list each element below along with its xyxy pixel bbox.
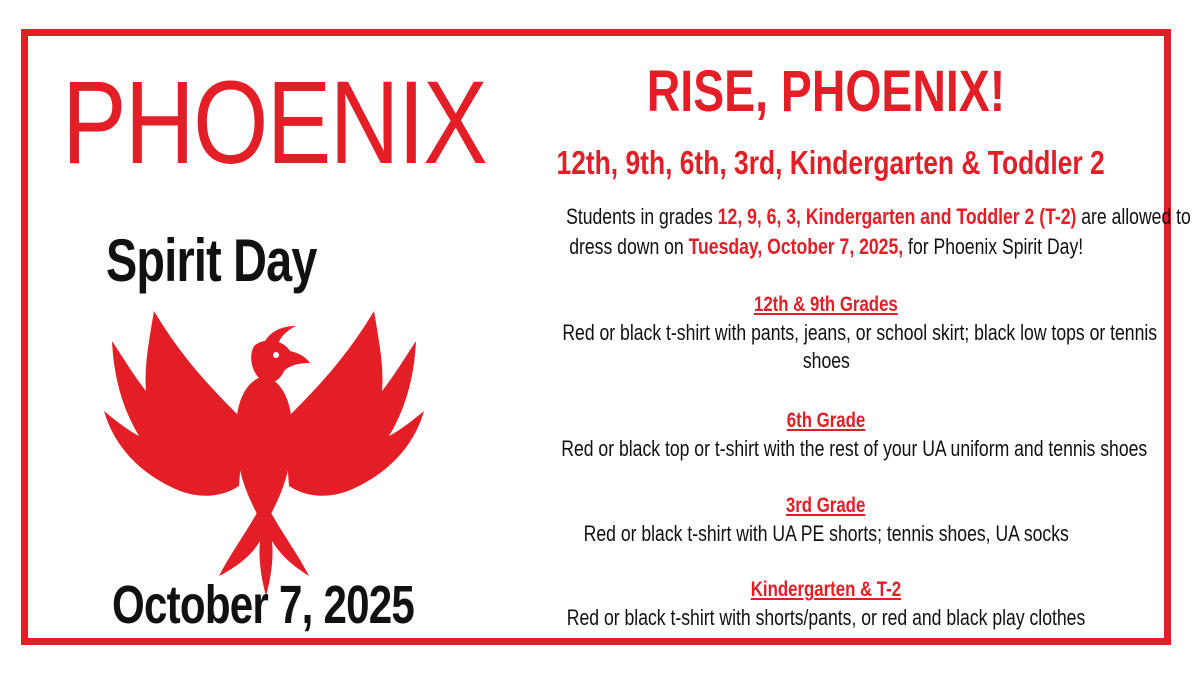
intro-paragraph <box>488 202 1191 262</box>
intro-part4: for Phoenix Spirit Day! <box>902 234 1083 259</box>
intro-line-1 <box>566 202 1191 232</box>
left-panel <box>28 36 488 638</box>
right-panel <box>488 36 1191 638</box>
section-text: Red or black t-shirt with UA PE shorts; tennis shoes, UA socks <box>583 521 1069 546</box>
subheadline <box>488 144 1164 182</box>
section-title: 6th Grade <box>786 409 866 432</box>
flyer-frame <box>21 29 1191 645</box>
intro-part1: Students in grades <box>566 204 718 229</box>
section-text: shoes <box>802 348 850 373</box>
phoenix-bird-icon <box>94 271 434 601</box>
intro-part2: are allowed to <box>1076 204 1191 229</box>
section-kindergarten <box>488 575 1164 632</box>
section-text: Red or black t-shirt with shorts/pants, or red and black play clothes <box>566 605 1086 630</box>
section-3rd <box>488 491 1164 548</box>
section-title: 3rd Grade <box>786 494 866 517</box>
section-title: Kindergarten & T-2 <box>750 578 902 601</box>
section-12th-9th <box>488 290 1164 375</box>
headline-text: RISE, PHOENIX! <box>646 59 1006 124</box>
intro-part3: dress down on <box>569 234 689 259</box>
event-date-left: October 7, 2025 <box>112 575 415 635</box>
section-text: Red or black t-shirt with pants, jeans, or school skirt; black low tops or tennis <box>562 320 1158 345</box>
section-text: Red or black top or t-shirt with the rest of your UA uniform and tennis shoes <box>561 436 1148 461</box>
intro-date: Tuesday, October 7, 2025, <box>688 234 903 259</box>
spirit-day-title: Spirit Day <box>106 227 317 294</box>
section-title: 12th & 9th Grades <box>754 293 898 316</box>
section-6th <box>488 406 1164 463</box>
subheadline-text: 12th, 9th, 6th, 3rd, Kindergarten & Toddler 2 <box>556 144 1105 181</box>
intro-grades: 12, 9, 6, 3, Kindergarten and Toddler 2 (T-2) <box>717 204 1077 229</box>
phoenix-title: PHOENIX <box>62 57 487 189</box>
intro-line-2 <box>569 232 1083 262</box>
headline <box>488 58 1164 125</box>
